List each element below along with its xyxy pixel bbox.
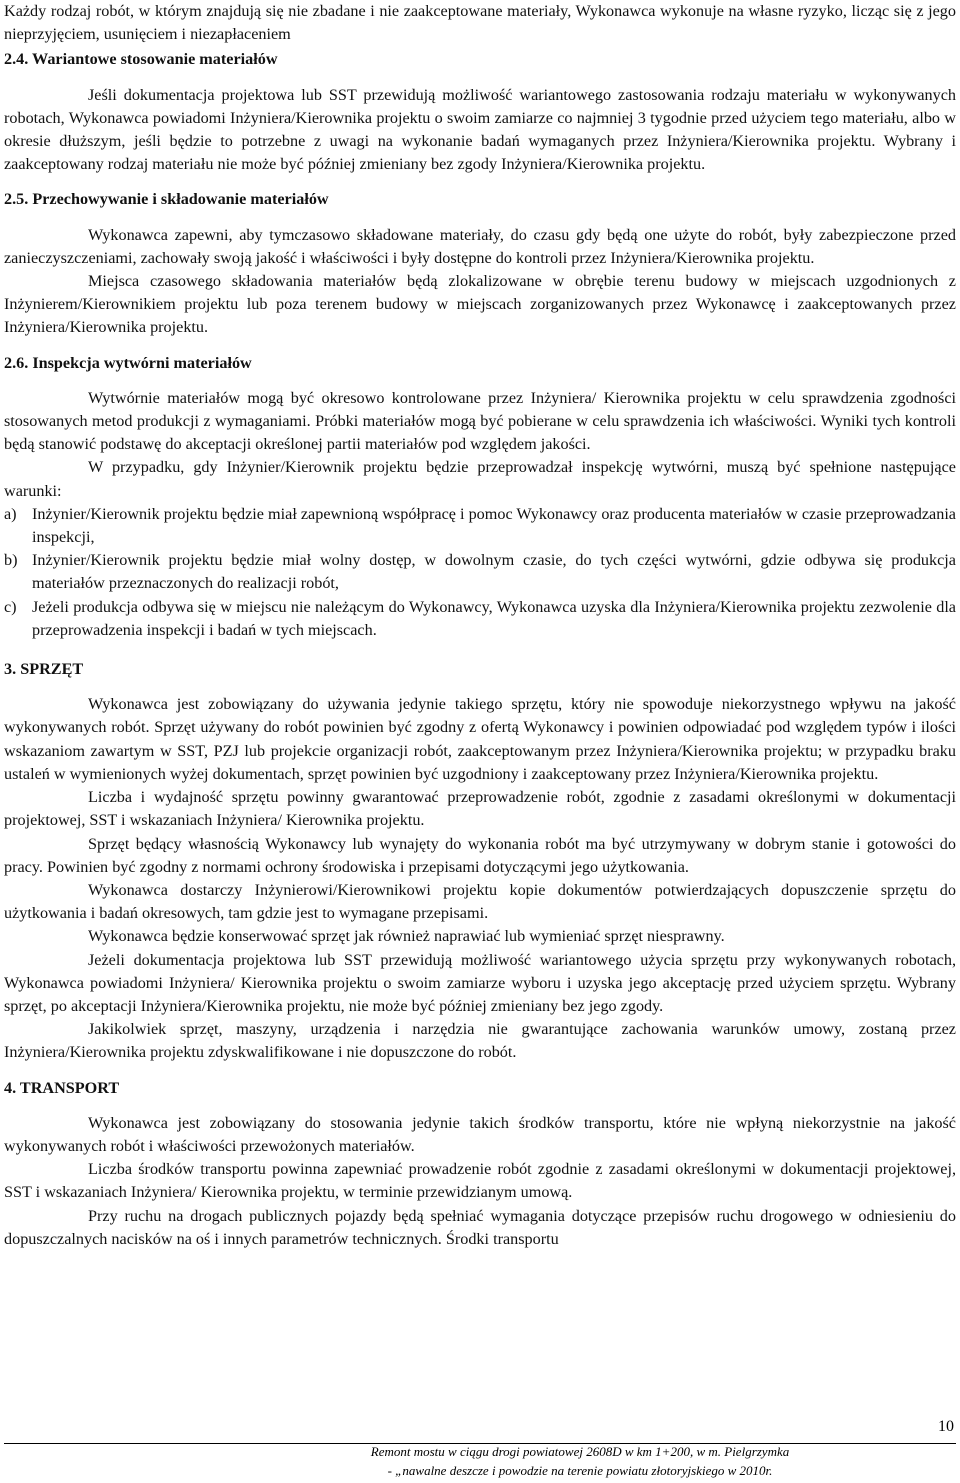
- list-item-text: Inżynier/Kierownik projektu będzie miał wolny dostęp, w dowolnym czasie, do tych części wytwórni, gdzie odbywa się produkcja materiałów przeznaczonych do realizacji robót,: [32, 551, 956, 593]
- paragraph: Liczba i wydajność sprzętu powinny gwarantować przeprowadzenie robót, zgodnie z zasadami określonymi w dokumentacji projektowej, SST i wskazaniach Inżyniera/ Kierownika projektu.: [4, 788, 956, 830]
- paragraph: Wykonawca jest zobowiązany do używania jedynie takiego sprzętu, który nie spowoduje niekorzystnego wpływu na jakość wykonywanych robót. Sprzęt używany do robót powinien być zgodny z ofertą Wykonawcy i powinien odpowiadać pod względem typów i ilości wskazaniom zawartym w SST, PZJ lub projekcie organizacji robót, zaakceptowanym przez Inżyniera/Kierownika projektu; w przypadku braku ustaleń w wymienionych wyżej dokumentach, sprzęt powinien być uzgodniony i zaakceptowany przez Inżyniera/Kierownika projektu.: [4, 695, 956, 783]
- section-heading-4: 4. TRANSPORT: [4, 1078, 120, 1097]
- list-item-text: Jeżeli produkcja odbywa się w miejscu nie należącym do Wykonawcy, Wykonawca uzyska dla Inżyniera/Kierownika projektu zezwolenie dla przeprowadzenia inspekcji i badań w tych miejscach.: [32, 597, 956, 639]
- paragraph: Wytwórnie materiałów mogą być okresowo kontrolowane przez Inżyniera/ Kierownika projektu w celu sprawdzenia zgodności stosowanych metod produkcji z wymaganiami. Próbki materiałów mogą być pobierane w celu sprawdzenia ich właściwości. Wyniki tych kontroli będą stanowić podstawę do akceptacji określonej partii materiałów pod względem jakości.: [4, 388, 956, 454]
- section-heading-2-6: 2.6. Inspekcja wytwórni materiałów: [4, 353, 252, 372]
- list-marker: b): [4, 551, 18, 570]
- paragraph: Wykonawca jest zobowiązany do stosowania jedynie takich środków transportu, które nie wpłyną niekorzystnie na jakość wykonywanych robót i właściwości przewożonych materiałów.: [4, 1113, 956, 1155]
- paragraph: W przypadku, gdy Inżynier/Kierownik projektu będzie przeprowadzał inspekcję wytwórni, muszą być spełnione następujące warunki:: [4, 458, 956, 500]
- paragraph: Wykonawca będzie konserwować sprzęt jak również naprawiać lub wymieniać sprzęt niesprawny.: [88, 927, 725, 946]
- paragraph: Wykonawca dostarczy Inżynierowi/Kierownikowi projektu kopie dokumentów potwierdzających dopuszczenie sprzętu do użytkowania i badań okresowych, tam gdzie jest to wymagane przepisami.: [4, 880, 956, 923]
- paragraph: Jeżeli dokumentacja projektowa lub SST przewidują możliwość wariantowego użycia sprzętu przy wykonywanych robotach, Wykonawca powiadomi Inżyniera/ Kierownika projektu o swoim zamiarze wyboru i uzyska jego akceptację przed użyciem sprzętu. Wybrany sprzęt, po akceptacji Inżyniera/Kierownika projektu, nie może być później zmieniany bez jego zgody.: [4, 950, 956, 1015]
- paragraph: Wykonawca zapewni, aby tymczasowo składowane materiały, do czasu gdy będą one użyte do robót, były zabezpieczone przed zanieczyszczeniami, zachowały swoją jakość i właściwości i były dostępne do kontroli przez Inżyniera/Kierownika projektu.: [4, 225, 956, 267]
- list-item: [4, 596, 956, 642]
- list-item: [4, 503, 956, 549]
- list-item: [4, 549, 956, 595]
- footer-project-title: Remont mostu w ciągu drogi powiatowej 2608D w km 1+200, w m. Pielgrzymka: [370, 1444, 790, 1459]
- paragraph: Każdy rodzaj robót, w którym znajdują się nie zbadane i nie zaakceptowane materiały, Wykonawca wykonuje na własne ryzyko, licząc się z jego nieprzyjęciem, usunięciem i niezapłaceniem: [4, 2, 956, 44]
- paragraph: Jakikolwiek sprzęt, maszyny, urządzenia i narzędzia nie gwarantujące zachowania warunków umowy, zostaną przez Inżyniera/Kierownika projektu zdyskwalifikowane i nie dopuszczone do robót.: [4, 1020, 956, 1062]
- paragraph: Przy ruchu na drogach publicznych pojazdy będą spełniać wymagania dotyczące przepisów ruchu drogowego w odniesieniu do dopuszczalnych nacisków na oś i innych parametrów technicznych. Środki transportu: [4, 1206, 956, 1248]
- paragraph: Sprzęt będący własnością Wykonawcy lub wynajęty do wykonania robót ma być utrzymywany w dobrym stanie i gotowości do pracy. Powinien być zgodny z normami ochrony środowiska i przepisami dotyczącymi jego użytkowania.: [4, 834, 956, 876]
- paragraph: Jeśli dokumentacja projektowa lub SST przewidują możliwość wariantowego zastosowania rodzaju materiału w wykonywanych robotach, Wykonawca powiadomi Inżyniera/Kierownika projektu o swoim zamiarze co najmniej 3 tygodnie przed użyciem tego materiału, albo w okresie dłuższym, jeśli będzie to potrzebne z uwagi na wykonanie badań wymaganych przez Inżyniera/Kierownika projektu. Wybrany i zaakceptowany rodzaj materiału nie może być później zmieniany bez zgody Inżyniera/Kierownika projektu.: [4, 85, 956, 174]
- section-heading-2-5: 2.5. Przechowywanie i składowanie materiałów: [4, 190, 329, 209]
- footer-project-subtitle: - „nawalne deszcze i powodzie na terenie powiatu złotoryjskiego w 2010r.: [387, 1463, 773, 1478]
- document-page: [4, 0, 956, 1251]
- list-item-text: Inżynier/Kierownik projektu będzie miał zapewnioną współpracę i pomoc Wykonawcy oraz producenta materiałów w czasie przeprowadzania inspekcji,: [32, 504, 956, 547]
- section-heading-2-4: 2.4. Wariantowe stosowanie materiałów: [4, 50, 278, 69]
- list-marker: c): [4, 597, 17, 616]
- paragraph: Miejsca czasowego składowania materiałów będą zlokalizowane w obrębie terenu budowy w miejscach uzgodnionych z Inżynierem/Kierownikiem projektu lub poza terenem budowy w miejscach zorganizowanych przez Wykonawcę i zaakceptowanych przez Inżyniera/Kierownika projektu.: [4, 272, 956, 337]
- conditions-list: [4, 503, 956, 642]
- page-number: 10: [938, 1418, 954, 1435]
- section-heading-3: 3. SPRZĘT: [4, 660, 84, 679]
- paragraph: Liczba środków transportu powinna zapewniać prowadzenie robót zgodnie z zasadami określonymi w dokumentacji projektowej, SST i wskazaniach Inżyniera/ Kierownika projektu, w terminie przewidzianym umową.: [4, 1160, 956, 1202]
- list-marker: a): [4, 504, 17, 523]
